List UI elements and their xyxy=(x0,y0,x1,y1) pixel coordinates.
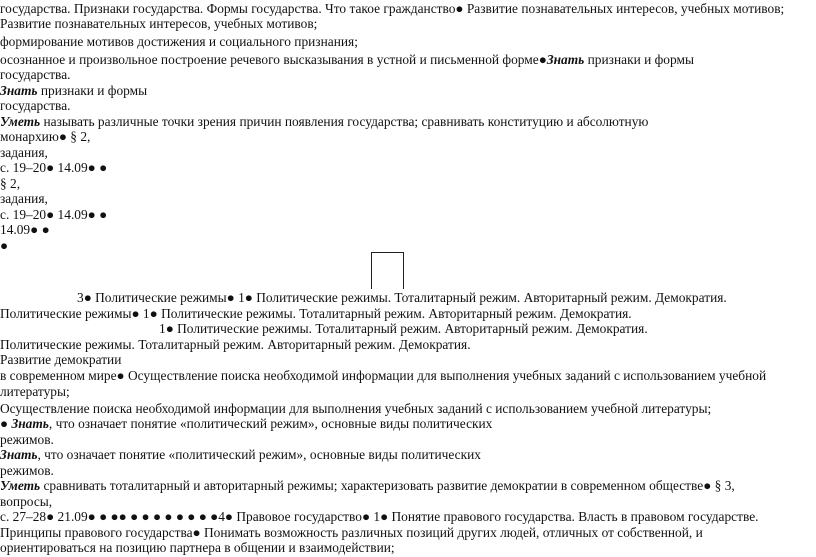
text-line: литературы; xyxy=(0,384,70,399)
text-line: с. 27–28● 21.09● ● ●● ● ● ● ● ● ● ● ●4● Правовое государство● 1● Понятие правового государства. Власть в правовом государстве. xyxy=(0,509,759,524)
text-segment: , что означает понятие «политический режим», основные виды политических xyxy=(37,447,481,462)
text-line: режимов. xyxy=(0,432,54,447)
know-label: Знать xyxy=(0,83,38,98)
text-line: 3● Политические режимы● 1● Политические режимы. Тоталитарный режим. Авторитарный режим. Демократия. xyxy=(77,290,727,305)
can-label: Уметь xyxy=(0,478,41,493)
text-line: Принципы правового государства● Понимать возможность различных позиций других людей, отличных от собственной, и xyxy=(0,525,703,540)
know-label: Знать xyxy=(0,447,38,462)
text-line xyxy=(0,415,492,433)
text-line xyxy=(0,113,648,131)
text-line: 1● Политические режимы. Тоталитарный режим. Авторитарный режим. Демократия. xyxy=(159,321,648,336)
text-line: вопросы, xyxy=(0,494,53,509)
text-line: задания, xyxy=(0,145,48,160)
know-label: Знать xyxy=(546,52,585,67)
text-line xyxy=(0,446,481,464)
bullet: ● xyxy=(0,416,12,431)
text-line: Осуществление поиска необходимой информации для выполнения учебных заданий с использованием учебной литературы; xyxy=(0,401,712,416)
text-line: § 2, xyxy=(0,176,21,191)
text-line: Политические режимы● 1● Политические режимы. Тоталитарный режим. Авторитарный режим. Демократия. xyxy=(0,306,632,321)
text-segment: признаки и формы xyxy=(584,52,694,67)
text-segment: называть различные точки зрения причин появления государства; сравнивать конституцию и абсолютную xyxy=(40,114,649,129)
text-segment: сравнивать тоталитарный и авторитарный режимы; характеризовать развитие демократии в современном обществе● § 3, xyxy=(40,478,735,493)
text-line: Развитие демократии xyxy=(0,352,122,367)
text-line: формирование мотивов достижения и социального признания; xyxy=(0,34,358,49)
text-segment: признаки и формы xyxy=(37,83,148,98)
text-line: ● xyxy=(0,238,9,253)
text-line xyxy=(0,477,735,495)
text-line: 14.09● ● xyxy=(0,222,50,237)
text-line: задания, xyxy=(0,191,48,206)
text-segment: осознанное и произвольное построение речевого высказывания в устной и письменной форме● xyxy=(0,52,547,67)
text-line: монархию● § 2, xyxy=(0,129,91,144)
text-line: режимов. xyxy=(0,463,54,478)
text-line: Политические режимы. Тоталитарный режим. Авторитарный режим. Демократия. xyxy=(0,337,471,352)
text-line: с. 19–20● 14.09● ● xyxy=(0,207,108,222)
text-line: государства. xyxy=(0,67,71,82)
can-label: Уметь xyxy=(0,114,41,129)
text-line: с. 19–20● 14.09● ● xyxy=(0,160,108,175)
text-line xyxy=(0,51,694,69)
text-line: Развитие познавательных интересов, учебных мотивов; xyxy=(0,16,318,31)
text-line: ориентироваться на позицию партнера в общении и взаимодействии; xyxy=(0,540,395,555)
empty-box xyxy=(371,252,404,289)
text-segment: , что означает понятие «политический режим», основные виды политических xyxy=(48,416,493,431)
know-label: Знать xyxy=(11,416,49,431)
text-line: государства. Признаки государства. Формы государства. Что такое гражданство● Развитие познавательных интересов, учебных мотивов; xyxy=(0,1,785,16)
text-line: государства. xyxy=(0,98,71,113)
text-line: в современном мире● Осуществление поиска необходимой информации для выполнения учебных заданий с использованием учебной xyxy=(0,368,767,383)
